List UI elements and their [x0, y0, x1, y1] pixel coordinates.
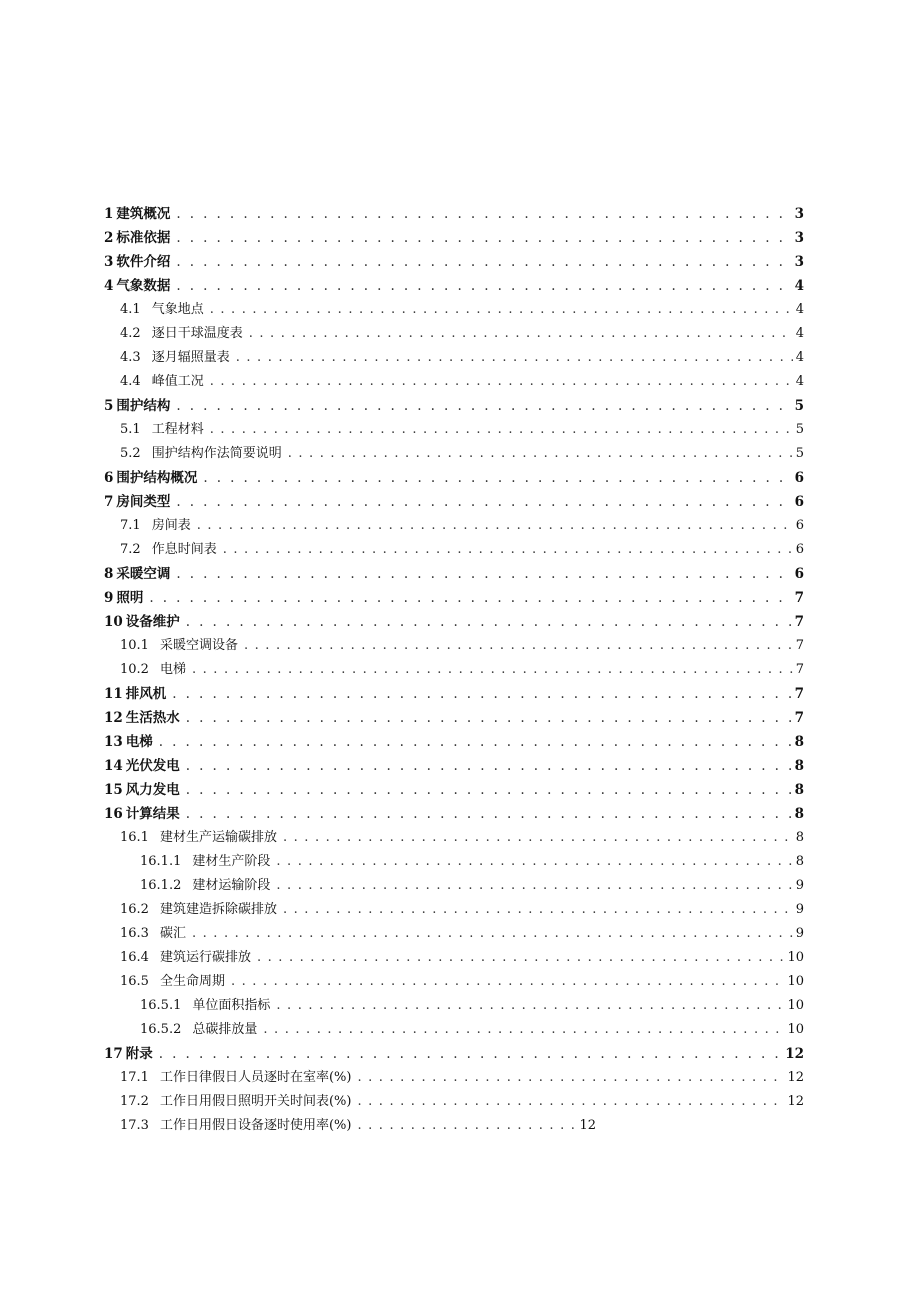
- toc-entry-number: 16.4: [120, 950, 149, 965]
- toc-entry-title: 全生命周期: [159, 974, 225, 989]
- toc-entry-page-number: 5: [794, 398, 804, 414]
- toc-dot-leader: [197, 514, 793, 538]
- toc-entry-title: 房间类型: [116, 494, 171, 510]
- toc-entry[interactable]: [104, 754, 804, 778]
- toc-dot-leader: [172, 682, 791, 706]
- toc-entry-number: 5.1: [120, 422, 141, 437]
- toc-entry-title: 工作日用假日照明开关时间表(%): [159, 1094, 352, 1109]
- toc-entry-title: 风力发电: [125, 782, 180, 798]
- toc-entry-title: 气象地点: [151, 302, 204, 317]
- toc-entry-page-number: 7: [794, 590, 804, 606]
- toc-entry[interactable]: [104, 442, 804, 466]
- toc-entry[interactable]: [104, 802, 804, 826]
- toc-dot-leader: [149, 586, 791, 610]
- toc-entry[interactable]: [104, 586, 804, 610]
- toc-entry-number: 16.5: [120, 974, 149, 989]
- toc-dot-leader: [186, 706, 792, 730]
- toc-dot-leader: [210, 370, 793, 394]
- toc-entry-page-number: 7: [795, 638, 804, 653]
- toc-entry[interactable]: [104, 250, 804, 274]
- toc-entry[interactable]: [104, 850, 804, 874]
- toc-entry[interactable]: [104, 922, 804, 946]
- toc-entry-page-number: 12: [787, 1070, 804, 1085]
- toc-entry-title: 逐月辐照量表: [151, 350, 230, 365]
- toc-entry-number: 10: [104, 614, 123, 630]
- toc-entry-number: 4.2: [120, 326, 141, 341]
- toc-entry-page-number: 8: [795, 830, 804, 845]
- toc-entry-title: 气象数据: [116, 278, 171, 294]
- toc-entry-title: 建筑概况: [116, 206, 171, 222]
- toc-entry-page-number: 6: [794, 494, 804, 510]
- toc-entry-page-number: 5: [795, 446, 804, 461]
- toc-dot-leader: [357, 1090, 784, 1114]
- toc-entry[interactable]: [104, 298, 804, 322]
- toc-dot-leader: [263, 1018, 784, 1042]
- toc-entry-number: 7.2: [120, 542, 141, 557]
- toc-dot-leader: [357, 1114, 576, 1138]
- toc-entry[interactable]: [104, 826, 804, 850]
- toc-entry[interactable]: [104, 514, 804, 538]
- table-of-contents: [104, 202, 804, 1138]
- toc-entry-page-number: 8: [794, 734, 804, 750]
- toc-entry-title: 建筑运行碳排放: [159, 950, 251, 965]
- toc-entry-page-number: 3: [794, 206, 804, 222]
- toc-dot-leader: [176, 250, 791, 274]
- toc-entry-title: 建筑建造拆除碳排放: [159, 902, 277, 917]
- toc-entry[interactable]: [104, 562, 804, 586]
- toc-entry-number: 16: [104, 806, 123, 822]
- toc-entry-number: 7: [104, 494, 114, 510]
- toc-entry[interactable]: [104, 226, 804, 250]
- toc-entry-page-number: 8: [794, 782, 804, 798]
- toc-entry-page-number: 6: [795, 518, 804, 533]
- toc-entry[interactable]: [104, 898, 804, 922]
- toc-entry[interactable]: [104, 418, 804, 442]
- toc-entry-page-number: 10: [787, 998, 804, 1013]
- toc-entry-page-number: 9: [795, 902, 804, 917]
- toc-dot-leader: [186, 802, 792, 826]
- toc-dot-leader: [283, 898, 793, 922]
- toc-dot-leader: [283, 826, 793, 850]
- toc-dot-leader: [176, 226, 791, 250]
- toc-entry-title: 逐日干球温度表: [151, 326, 243, 341]
- toc-dot-leader: [176, 202, 791, 226]
- toc-entry-number: 17.1: [120, 1070, 149, 1085]
- toc-entry-number: 16.2: [120, 902, 149, 917]
- toc-entry-title: 作息时间表: [151, 542, 217, 557]
- toc-entry-number: 9: [104, 590, 114, 606]
- toc-entry-number: 12: [104, 710, 123, 726]
- toc-entry-number: 2: [104, 230, 114, 246]
- toc-entry-title: 软件介绍: [116, 254, 171, 270]
- toc-entry[interactable]: [104, 346, 804, 370]
- toc-entry[interactable]: [104, 274, 804, 298]
- toc-dot-leader: [276, 850, 792, 874]
- toc-dot-leader: [186, 610, 792, 634]
- toc-entry-number: 16.1.1: [140, 854, 182, 869]
- toc-entry-number: 4.3: [120, 350, 141, 365]
- toc-entry-number: 17.2: [120, 1094, 149, 1109]
- toc-dot-leader: [176, 562, 791, 586]
- toc-dot-leader: [244, 634, 793, 658]
- toc-entry-number: 16.1: [120, 830, 149, 845]
- toc-entry[interactable]: [104, 658, 804, 682]
- toc-entry-page-number: 6: [794, 470, 804, 486]
- toc-entry-number: 8: [104, 566, 114, 582]
- toc-entry-number: 5: [104, 398, 114, 414]
- toc-entry-title: 碳汇: [159, 926, 186, 941]
- toc-entry-title: 围护结构概况: [116, 470, 198, 486]
- toc-dot-leader: [210, 298, 793, 322]
- toc-entry-number: 16.5.2: [140, 1022, 182, 1037]
- toc-entry-page-number: 3: [794, 254, 804, 270]
- toc-entry-page-number: 7: [794, 614, 804, 630]
- toc-entry-number: 10.1: [120, 638, 149, 653]
- toc-entry-page-number: 8: [794, 806, 804, 822]
- toc-dot-leader: [192, 922, 793, 946]
- toc-entry[interactable]: [104, 1114, 596, 1138]
- toc-entry-title: 生活热水: [125, 710, 180, 726]
- toc-entry-number: 17.3: [120, 1118, 149, 1133]
- toc-entry[interactable]: [104, 1042, 804, 1066]
- toc-entry-page-number: 8: [795, 854, 804, 869]
- toc-entry-number: 6: [104, 470, 114, 486]
- toc-entry-page-number: 7: [794, 686, 804, 702]
- toc-entry-page-number: 12: [579, 1118, 596, 1133]
- toc-entry-number: 4.1: [120, 302, 141, 317]
- toc-entry-page-number: 6: [794, 566, 804, 582]
- toc-dot-leader: [357, 1066, 784, 1090]
- toc-dot-leader: [159, 1042, 782, 1066]
- toc-entry-number: 16.3: [120, 926, 149, 941]
- toc-entry-number: 11: [104, 686, 123, 702]
- toc-entry-page-number: 4: [795, 374, 804, 389]
- toc-entry-page-number: 8: [794, 758, 804, 774]
- toc-entry-number: 16.1.2: [140, 878, 182, 893]
- toc-entry-page-number: 3: [794, 230, 804, 246]
- toc-entry-title: 围护结构作法简要说明: [151, 446, 282, 461]
- toc-entry-title: 电梯: [125, 734, 153, 750]
- toc-entry[interactable]: [104, 538, 804, 562]
- toc-entry-title: 电梯: [159, 662, 186, 677]
- toc-entry-page-number: 4: [795, 350, 804, 365]
- toc-entry-title: 附录: [125, 1046, 153, 1062]
- toc-entry-page-number: 9: [795, 926, 804, 941]
- toc-entry-title: 单位面积指标: [192, 998, 271, 1013]
- toc-entry-number: 5.2: [120, 446, 141, 461]
- toc-dot-leader: [176, 490, 791, 514]
- toc-entry[interactable]: [104, 706, 804, 730]
- toc-entry-title: 标准依据: [116, 230, 171, 246]
- toc-entry-number: 4.4: [120, 374, 141, 389]
- toc-entry-number: 7.1: [120, 518, 141, 533]
- toc-entry-page-number: 4: [795, 302, 804, 317]
- toc-dot-leader: [203, 466, 791, 490]
- toc-entry-title: 建材运输阶段: [192, 878, 271, 893]
- toc-entry[interactable]: [104, 394, 804, 418]
- toc-entry-page-number: 10: [787, 950, 804, 965]
- toc-dot-leader: [257, 946, 784, 970]
- toc-entry[interactable]: [104, 1018, 804, 1042]
- toc-entry[interactable]: [104, 1066, 804, 1090]
- toc-entry[interactable]: [104, 682, 804, 706]
- toc-entry-page-number: 10: [787, 974, 804, 989]
- toc-entry-title: 排风机: [125, 686, 167, 702]
- toc-dot-leader: [276, 874, 792, 898]
- toc-entry-page-number: 9: [795, 878, 804, 893]
- toc-entry-title: 房间表: [151, 518, 191, 533]
- toc-dot-leader: [159, 730, 792, 754]
- toc-entry[interactable]: [104, 730, 804, 754]
- toc-entry-number: 1: [104, 206, 114, 222]
- toc-dot-leader: [236, 346, 793, 370]
- toc-entry-title: 峰值工况: [151, 374, 204, 389]
- toc-dot-leader: [186, 754, 792, 778]
- toc-entry-title: 计算结果: [125, 806, 180, 822]
- toc-entry-title: 采暖空调设备: [159, 638, 238, 653]
- toc-entry-page-number: 10: [787, 1022, 804, 1037]
- toc-dot-leader: [276, 994, 784, 1018]
- toc-dot-leader: [210, 418, 793, 442]
- toc-dot-leader: [186, 778, 792, 802]
- toc-entry-number: 3: [104, 254, 114, 270]
- toc-dot-leader: [192, 658, 793, 682]
- toc-entry-title: 工程材料: [151, 422, 204, 437]
- toc-entry-page-number: 7: [795, 662, 804, 677]
- toc-entry-title: 总碳排放量: [192, 1022, 258, 1037]
- toc-entry-number: 13: [104, 734, 123, 750]
- toc-entry[interactable]: [104, 994, 804, 1018]
- toc-entry[interactable]: [104, 610, 804, 634]
- toc-entry-title: 采暖空调: [116, 566, 171, 582]
- toc-entry-page-number: 12: [787, 1094, 804, 1109]
- toc-entry[interactable]: [104, 490, 804, 514]
- toc-entry[interactable]: [104, 202, 804, 226]
- toc-dot-leader: [223, 538, 793, 562]
- toc-entry-page-number: 12: [785, 1046, 804, 1062]
- toc-dot-leader: [288, 442, 793, 466]
- toc-entry-title: 建材生产阶段: [192, 854, 271, 869]
- toc-entry-page-number: 4: [794, 278, 804, 294]
- toc-dot-leader: [176, 394, 791, 418]
- toc-entry-number: 14: [104, 758, 123, 774]
- toc-entry-title: 建材生产运输碳排放: [159, 830, 277, 845]
- toc-entry[interactable]: [104, 634, 804, 658]
- toc-entry[interactable]: [104, 946, 804, 970]
- toc-entry-title: 工作日律假日人员逐时在室率(%): [159, 1070, 352, 1085]
- toc-entry-title: 光伏发电: [125, 758, 180, 774]
- toc-entry[interactable]: [104, 370, 804, 394]
- toc-entry-page-number: 6: [795, 542, 804, 557]
- toc-entry-number: 17: [104, 1046, 123, 1062]
- toc-entry[interactable]: [104, 778, 804, 802]
- toc-entry-page-number: 7: [794, 710, 804, 726]
- toc-entry-number: 15: [104, 782, 123, 798]
- toc-entry-title: 照明: [116, 590, 144, 606]
- toc-entry-number: 10.2: [120, 662, 149, 677]
- toc-entry-title: 围护结构: [116, 398, 171, 414]
- toc-dot-leader: [249, 322, 793, 346]
- toc-dot-leader: [231, 970, 784, 994]
- toc-entry[interactable]: [104, 322, 804, 346]
- toc-entry[interactable]: [104, 466, 804, 490]
- toc-entry-page-number: 4: [795, 326, 804, 341]
- toc-entry[interactable]: [104, 874, 804, 898]
- toc-dot-leader: [176, 274, 791, 298]
- toc-entry-page-number: 5: [795, 422, 804, 437]
- toc-entry[interactable]: [104, 970, 804, 994]
- toc-entry-number: 16.5.1: [140, 998, 182, 1013]
- toc-entry-title: 设备维护: [125, 614, 180, 630]
- toc-entry[interactable]: [104, 1090, 804, 1114]
- toc-entry-number: 4: [104, 278, 114, 294]
- toc-entry-title: 工作日用假日设备逐时使用率(%): [159, 1118, 352, 1133]
